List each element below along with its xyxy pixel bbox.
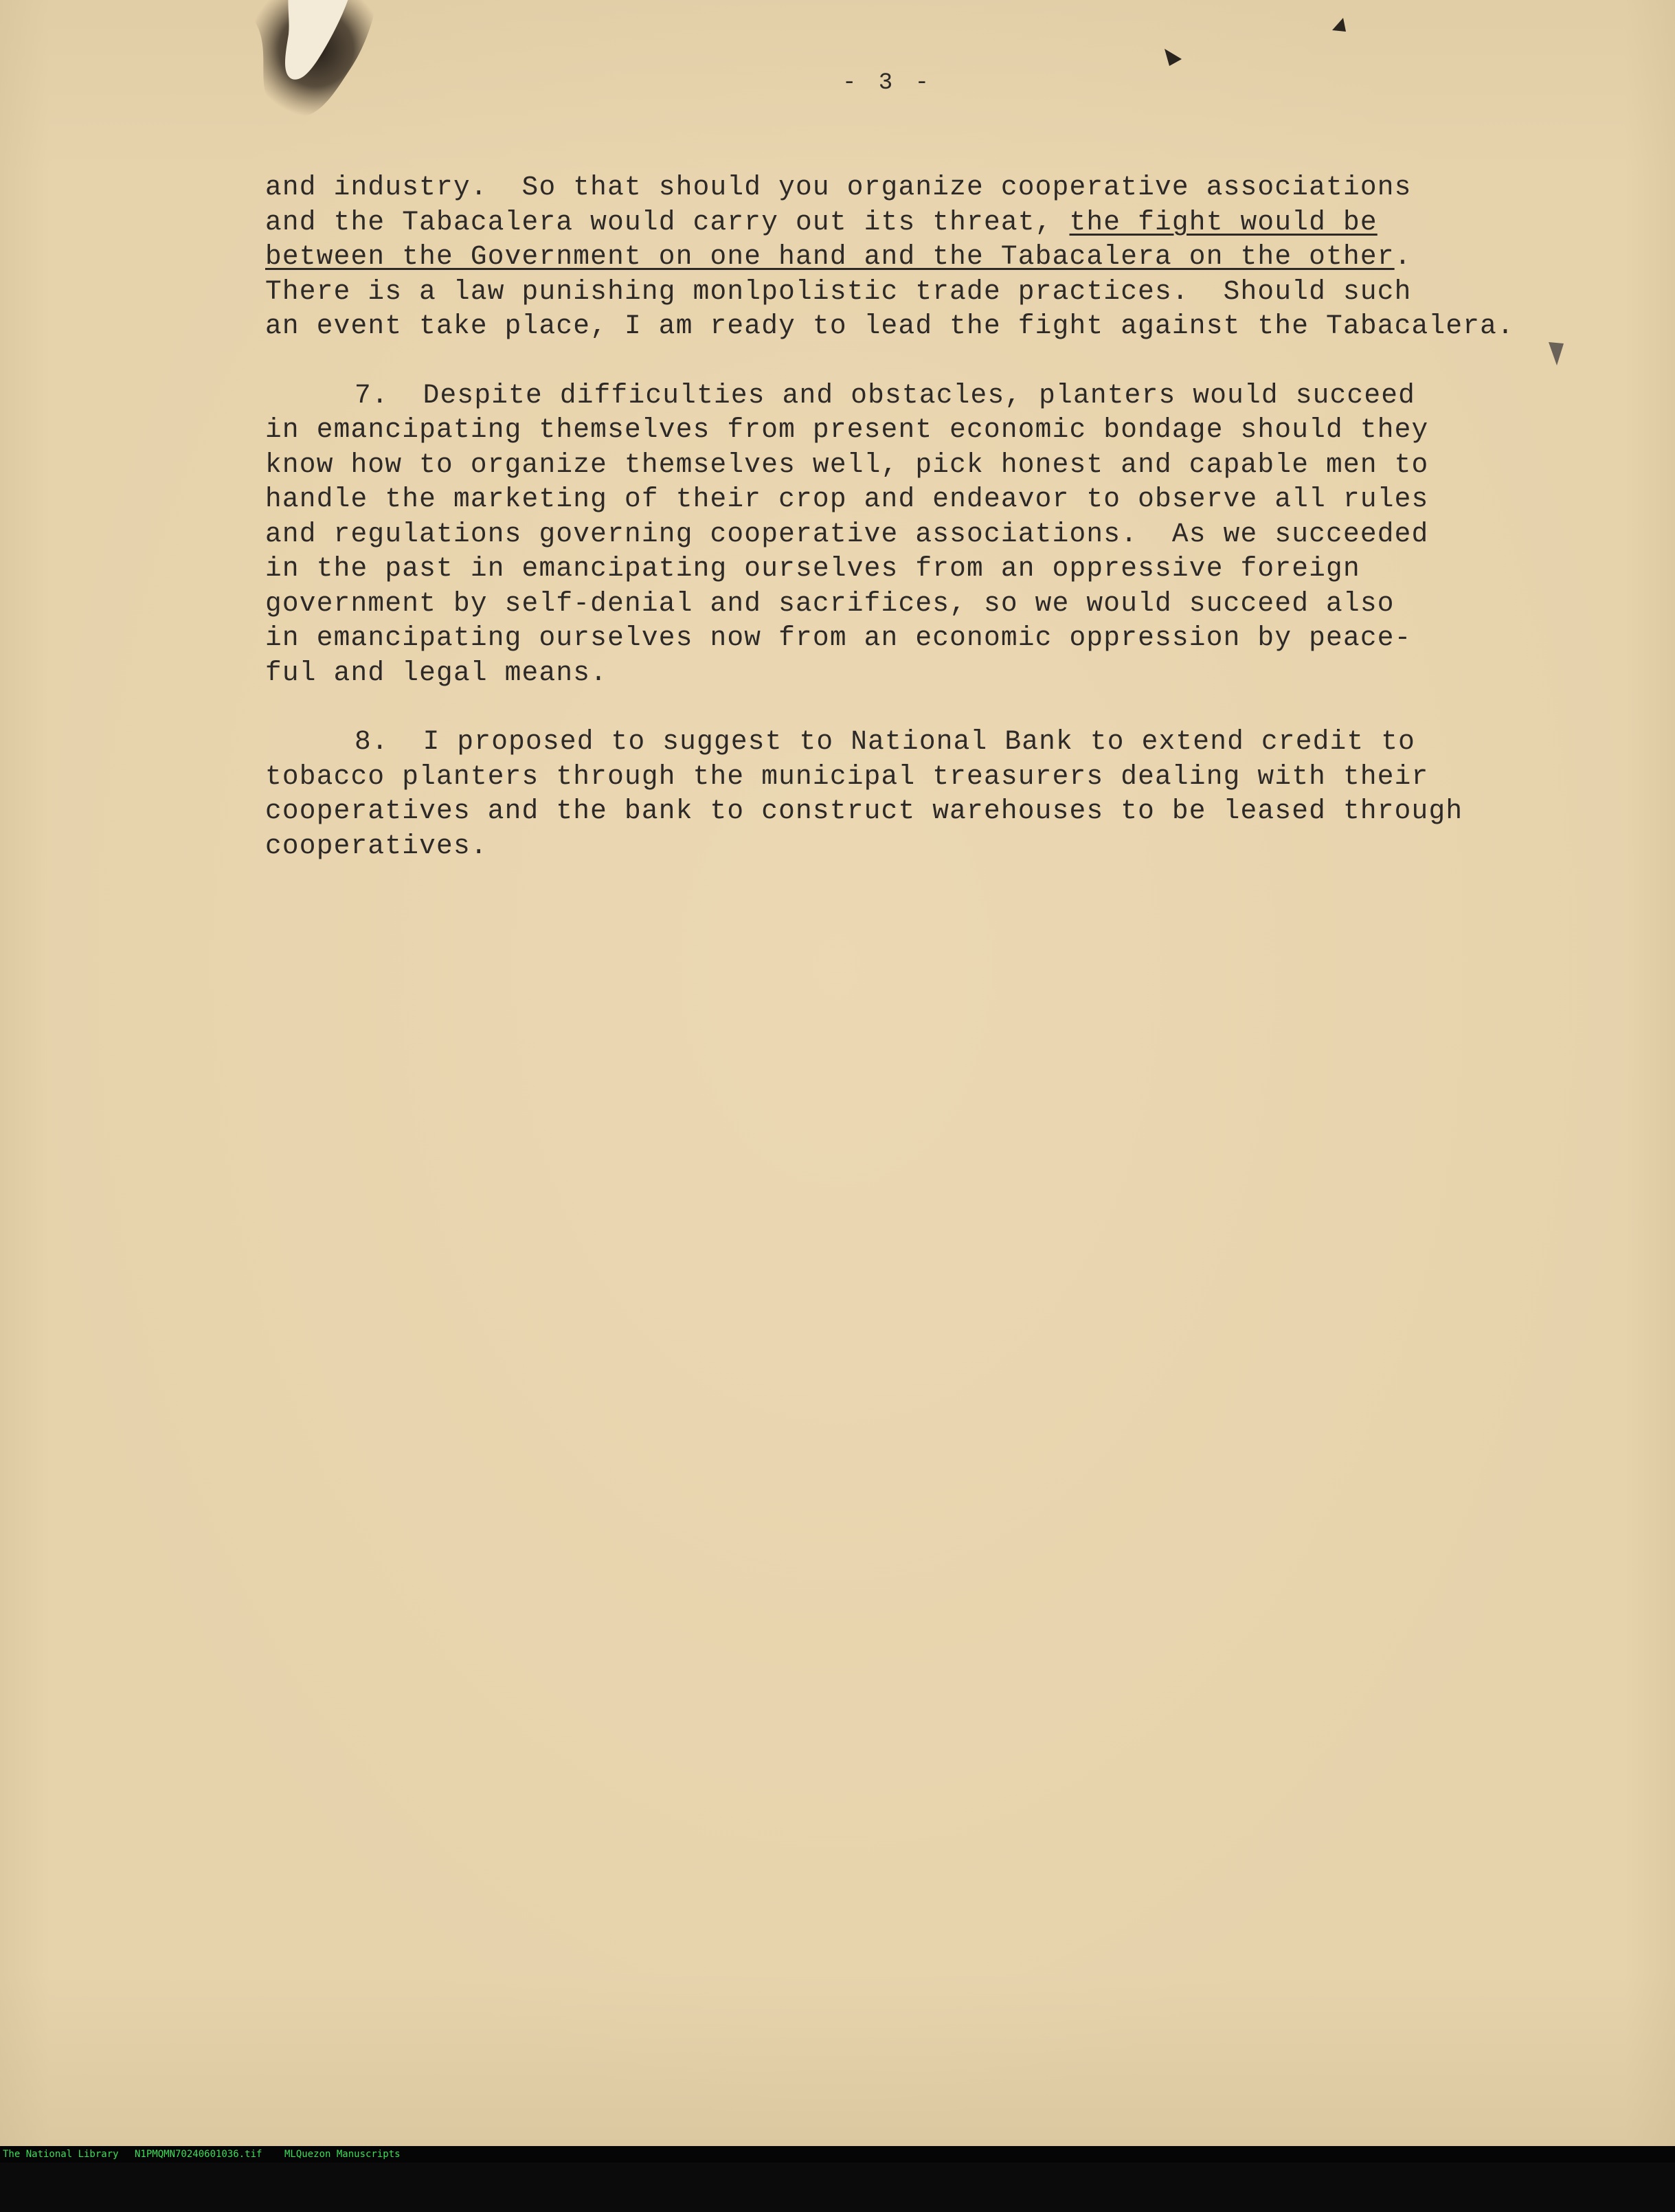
footer-library: The National Library xyxy=(3,2149,119,2160)
text-line: tobacco planters through the municipal treasurers dealing with their xyxy=(265,760,1429,792)
text-segment: . xyxy=(1394,241,1412,272)
paragraph xyxy=(265,379,1543,691)
text-line: government by self-denial and sacrifices, so we would succeed also xyxy=(265,587,1395,619)
underlined-text: between the Government on one hand and the Tabacalera on the other xyxy=(265,241,1395,272)
ink-speck-mark xyxy=(1547,341,1565,368)
ink-speck-mark xyxy=(1161,45,1189,73)
text-line: There is a law punishing monlpolistic trade practices. Should such xyxy=(265,275,1412,307)
footer-collection: MLQuezon Manuscripts xyxy=(284,2149,401,2160)
text-line: in the past in emancipating ourselves from an oppressive foreign xyxy=(265,553,1360,584)
text-line: cooperatives. xyxy=(265,830,488,861)
text-line xyxy=(265,240,1543,275)
text-line: in emancipating ourselves now from an economic oppression by peace- xyxy=(265,622,1412,653)
scan-footer-bar xyxy=(0,2146,1675,2163)
text-line: 8. I proposed to suggest to National Bank to extend credit to xyxy=(355,726,1416,757)
page-number: - 3 - xyxy=(842,70,934,96)
text-line: know how to organize themselves well, pick honest and capable men to xyxy=(265,449,1429,480)
paragraph xyxy=(265,170,1543,344)
text-line xyxy=(265,205,1543,240)
text-line: ful and legal means. xyxy=(265,657,608,688)
document-body xyxy=(265,170,1543,898)
text-line: handle the marketing of their crop and endeavor to observe all rules xyxy=(265,484,1429,515)
paragraph xyxy=(265,725,1543,864)
text-line: and industry. So that should you organize cooperative associations xyxy=(265,172,1412,203)
text-line: 7. Despite difficulties and obstacles, planters would succeed xyxy=(355,379,1416,411)
footer-file: N1PMQMN70240601036.tif xyxy=(135,2149,262,2160)
text-line: and regulations governing cooperative associations. As we succeeded xyxy=(265,518,1429,550)
ink-speck-mark xyxy=(1329,15,1350,36)
text-segment: and the Tabacalera would carry out its threat, xyxy=(265,206,1070,238)
text-line: cooperatives and the bank to construct warehouses to be leased through xyxy=(265,795,1463,826)
text-line: an event take place, I am ready to lead the fight against the Tabacalera. xyxy=(265,311,1514,341)
text-line: in emancipating themselves from present economic bondage should they xyxy=(265,414,1429,445)
burn-damage-mark xyxy=(247,0,385,124)
underlined-text: the fight would be xyxy=(1069,206,1378,238)
